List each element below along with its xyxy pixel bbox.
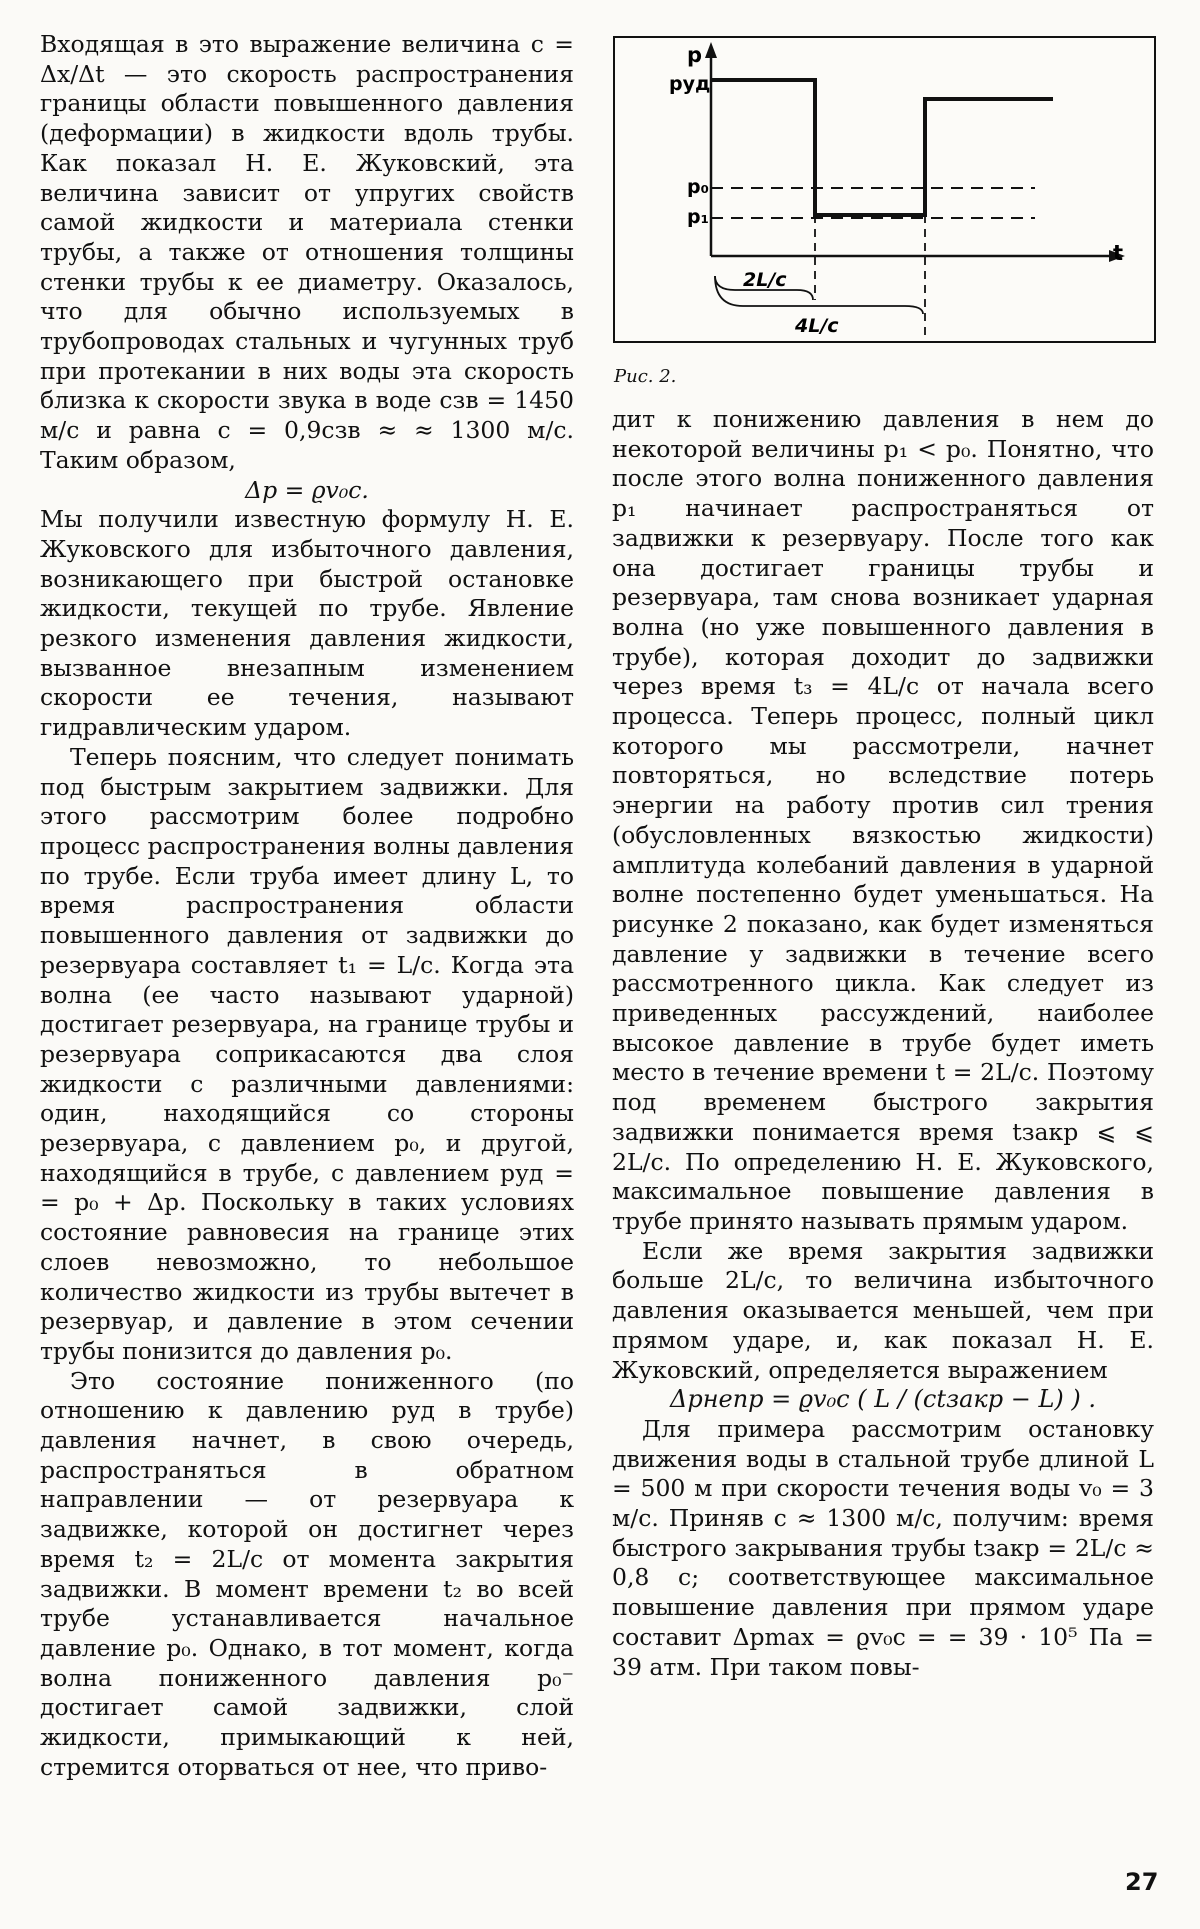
label-p-ud: pуд (669, 73, 711, 95)
label-p: p (687, 43, 703, 67)
left-column (40, 30, 574, 1782)
paragraph: Для примера рассмотрим остановку движения воды в стальной трубе длиной L = 500 м при скорости течения воды v₀ = 3 м/с. Приняв c ≈ 1300 м/с, получим: время быстрого закрывания трубы tзакр = 2L/c ≈ 0,8 с; соответствующее максимальное повышение давления при прямом ударе составит Δpmax = ϱv₀c = = 39 · 10⁵ Па = 39 атм. При таком повы- (612, 1414, 1154, 1681)
paragraph: Входящая в это выражение величина c = Δx/Δt — это скорость распространения границы области повышенного давления (деформации) в жидкости вдоль трубы. Как показал Н. Е. Жуковский, эта величина зависит от упругих свойств самой жидкости и материала стенки трубы, а также от отношения толщины стенки трубы к ее диаметру. Оказалось, что для обычно используемых в трубопроводах стальных и чугунных труб при протекании в них воды эта скорость близка к скорости звука в воде cзв = 1450 м/с и равна c = 0,9cзв ≈ ≈ 1300 м/с. Таким образом, (40, 30, 574, 474)
paragraph: Мы получили известную формулу Н. Е. Жуковского для избыточного давления, возникающего при быстрой остановке жидкости, текущей по трубе. Явление резкого изменения давления жидкости, вызванное внезапным изменением скорости ее течения, называют гидравлическим ударом. (40, 505, 574, 742)
paragraph: Это состояние пониженного (по отношению к давлению pуд в трубе) давления начнет, в свою очередь, распространяться в обратном направлении — от резервуара к задвижке, которой он достигнет через время t₂ = 2L/c от момента закрытия задвижки. В момент времени t₂ во всей трубе устанавливается начальное давление p₀. Однако, в тот момент, когда волна пониженного давления p₀⁻ достигает самой задвижки, слой жидкости, примыкающий к ней, стремится оторваться от нее, что приво- (40, 1366, 574, 1781)
label-4L-c: 4L/c (795, 315, 839, 337)
page-number: 27 (1125, 1868, 1159, 1896)
paragraph: Теперь поясним, что следует понимать под быстрым закрытием задвижки. Для этого рассмотрим более подробно процесс распространения волны давления по трубе. Если труба имеет длину L, то время распространения области повышенного давления от задвижки до резервуара составляет t₁ = L/c. Когда эта волна (ее часто называют ударной) достигает резервуара, на границе трубы и резервуара соприкасаются два слоя жидкости с различными давлениями: один, находящийся со стороны резервуара, с давлением p₀, и другой, находящийся в трубе, с давлением pуд = = p₀ + Δp. Поскольку в таких условиях состояние равновесия на границе этих слоев невозможно, то небольшое количество жидкости из трубы вытечет в резервуар, и давление в этом сечении трубы понизится до давления p₀. (40, 742, 574, 1365)
formula-zhukovsky: Δp = ϱv₀c. (245, 475, 369, 504)
right-column (612, 405, 1154, 1682)
formula-indirect-hammer: Δpнепр = ϱv₀c ( L / (ctзакр − L) ) . (670, 1385, 1096, 1414)
paragraph: Если же время закрытия задвижки больше 2L/c, то величина избыточного давления оказывается меньшей, чем при прямом ударе, и, как показал Н. Е. Жуковский, определяется выражением (612, 1236, 1154, 1384)
figure-pressure-graph (613, 36, 1156, 343)
label-t: t (1113, 241, 1124, 265)
figure-caption: Рис. 2. (614, 366, 677, 387)
pressure-graph-svg (615, 38, 1153, 340)
label-p1: p₁ (687, 206, 709, 228)
paragraph: дит к понижению давления в нем до некоторой величины p₁ < p₀. Понятно, что после этого волна пониженного давления p₁ начинает распространяться от задвижки к резервуару. После того как она достигает границы трубы и резервуара, там снова возникает ударная волна (но уже повышенного давления в трубе), которая доходит до задвижки через время t₃ = 4L/c от начала всего процесса. Теперь процесс, полный цикл которого мы рассмотрели, начнет повторяться, но вследствие потерь энергии на работу против сил трения (обусловленных вязкостью жидкости) амплитуда колебаний давления в ударной волне постепенно будет уменьшаться. На рисунке 2 показано, как будет изменяться давление у задвижки в течение всего рассмотренного цикла. Как следует из приведенных рассуждений, наиболее высокое давление в трубе будет иметь место в течение времени t = 2L/c. Поэтому под временем быстрого закрытия задвижки понимается время tзакр ⩽ ⩽ 2L/c. По определению Н. Е. Жуковского, максимальное повышение давления в трубе принято называть прямым ударом. (612, 405, 1154, 1235)
pressure-curve (711, 80, 1053, 215)
p-axis-arrow-icon (705, 42, 717, 58)
label-2L-c: 2L/c (743, 269, 787, 291)
label-p0: p₀ (687, 176, 709, 198)
